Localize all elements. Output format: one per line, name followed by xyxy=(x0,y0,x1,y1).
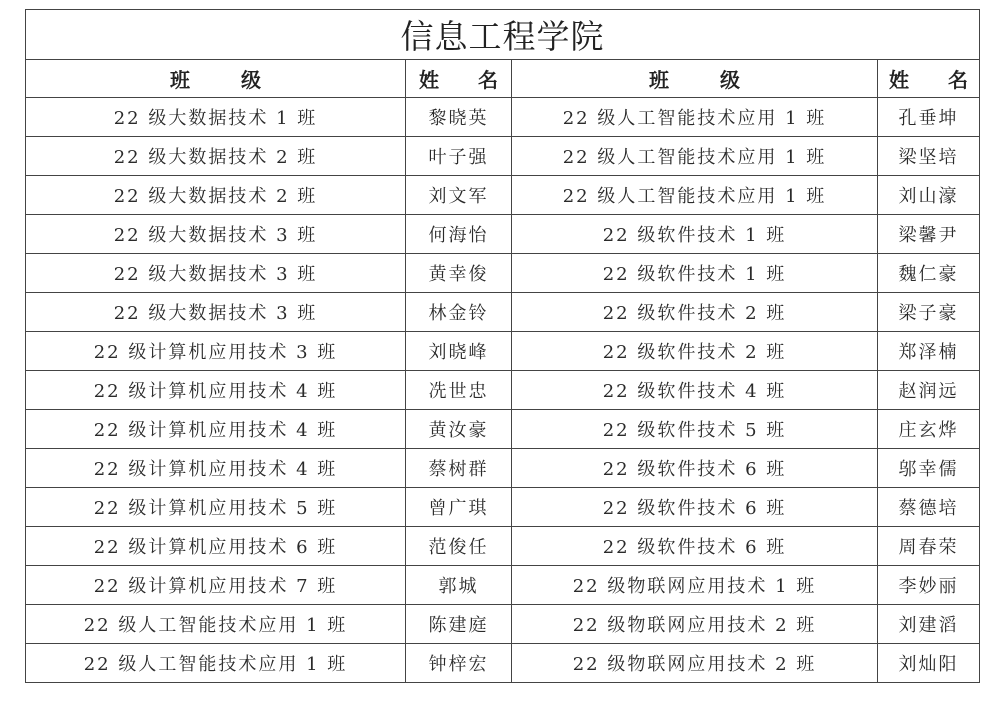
name-cell: 李妙丽 xyxy=(878,566,980,605)
table-row xyxy=(26,371,980,410)
class-cell: 22 级软件技术 6 班 xyxy=(512,488,878,527)
name-cell: 刘建滔 xyxy=(878,605,980,644)
class-cell: 22 级计算机应用技术 4 班 xyxy=(26,371,406,410)
column-header-name-left xyxy=(406,60,512,98)
column-header-class-left xyxy=(26,60,406,98)
name-cell: 何海怡 xyxy=(406,215,512,254)
roster-table xyxy=(25,9,984,683)
header-label: 姓 名 xyxy=(419,68,514,92)
table-row xyxy=(26,449,980,488)
class-cell: 22 级人工智能技术应用 1 班 xyxy=(512,176,878,215)
class-cell: 22 级计算机应用技术 4 班 xyxy=(26,410,406,449)
table-row xyxy=(26,527,980,566)
name-cell: 刘晓峰 xyxy=(406,332,512,371)
header-label: 姓 名 xyxy=(889,68,984,92)
class-cell: 22 级计算机应用技术 6 班 xyxy=(26,527,406,566)
name-cell: 刘文军 xyxy=(406,176,512,215)
name-cell: 范俊任 xyxy=(406,527,512,566)
name-cell: 陈建庭 xyxy=(406,605,512,644)
class-cell: 22 级软件技术 1 班 xyxy=(512,254,878,293)
class-cell: 22 级计算机应用技术 7 班 xyxy=(26,566,406,605)
name-cell: 周春荣 xyxy=(878,527,980,566)
class-cell: 22 级大数据技术 3 班 xyxy=(26,293,406,332)
class-cell: 22 级大数据技术 1 班 xyxy=(26,98,406,137)
name-cell: 郑泽楠 xyxy=(878,332,980,371)
class-cell: 22 级人工智能技术应用 1 班 xyxy=(26,644,406,683)
name-cell: 梁子豪 xyxy=(878,293,980,332)
class-cell: 22 级人工智能技术应用 1 班 xyxy=(512,98,878,137)
name-cell: 庄玄烨 xyxy=(878,410,980,449)
class-cell: 22 级软件技术 2 班 xyxy=(512,293,878,332)
class-cell: 22 级软件技术 4 班 xyxy=(512,371,878,410)
table-row xyxy=(26,410,980,449)
title-row xyxy=(26,10,980,60)
class-cell: 22 级物联网应用技术 2 班 xyxy=(512,605,878,644)
table-row xyxy=(26,644,980,683)
name-cell: 黄汝豪 xyxy=(406,410,512,449)
class-cell: 22 级物联网应用技术 2 班 xyxy=(512,644,878,683)
table-row xyxy=(26,566,980,605)
header-label: 班 级 xyxy=(649,68,762,92)
class-cell: 22 级物联网应用技术 1 班 xyxy=(512,566,878,605)
name-cell: 蔡树群 xyxy=(406,449,512,488)
page-title: 信息工程学院 xyxy=(26,10,980,60)
roster-sheet xyxy=(25,9,984,683)
class-cell: 22 级大数据技术 3 班 xyxy=(26,254,406,293)
table-row xyxy=(26,293,980,332)
class-cell: 22 级大数据技术 2 班 xyxy=(26,137,406,176)
table-row xyxy=(26,98,980,137)
table-row xyxy=(26,176,980,215)
class-cell: 22 级软件技术 6 班 xyxy=(512,449,878,488)
name-cell: 蔡德培 xyxy=(878,488,980,527)
table-row xyxy=(26,215,980,254)
table-row xyxy=(26,488,980,527)
class-cell: 22 级人工智能技术应用 1 班 xyxy=(26,605,406,644)
table-row xyxy=(26,332,980,371)
name-cell: 孔垂坤 xyxy=(878,98,980,137)
roster-body xyxy=(26,98,980,683)
class-cell: 22 级软件技术 5 班 xyxy=(512,410,878,449)
name-cell: 邬幸儒 xyxy=(878,449,980,488)
class-cell: 22 级大数据技术 3 班 xyxy=(26,215,406,254)
table-row xyxy=(26,137,980,176)
name-cell: 黎晓英 xyxy=(406,98,512,137)
name-cell: 钟梓宏 xyxy=(406,644,512,683)
class-cell: 22 级软件技术 2 班 xyxy=(512,332,878,371)
name-cell: 冼世忠 xyxy=(406,371,512,410)
name-cell: 梁馨尹 xyxy=(878,215,980,254)
class-cell: 22 级计算机应用技术 3 班 xyxy=(26,332,406,371)
name-cell: 魏仁豪 xyxy=(878,254,980,293)
name-cell: 刘山濠 xyxy=(878,176,980,215)
table-row xyxy=(26,605,980,644)
name-cell: 刘灿阳 xyxy=(878,644,980,683)
header-label: 班 级 xyxy=(170,68,283,92)
class-cell: 22 级人工智能技术应用 1 班 xyxy=(512,137,878,176)
class-cell: 22 级大数据技术 2 班 xyxy=(26,176,406,215)
name-cell: 梁坚培 xyxy=(878,137,980,176)
class-cell: 22 级软件技术 6 班 xyxy=(512,527,878,566)
name-cell: 曾广琪 xyxy=(406,488,512,527)
column-header-name-right xyxy=(878,60,984,98)
class-cell: 22 级计算机应用技术 5 班 xyxy=(26,488,406,527)
class-cell: 22 级软件技术 1 班 xyxy=(512,215,878,254)
column-header-class-right xyxy=(512,60,878,98)
table-row xyxy=(26,254,980,293)
name-cell: 叶子强 xyxy=(406,137,512,176)
name-cell: 黄幸俊 xyxy=(406,254,512,293)
name-cell: 赵润远 xyxy=(878,371,980,410)
name-cell: 郭城 xyxy=(406,566,512,605)
name-cell: 林金铃 xyxy=(406,293,512,332)
header-row xyxy=(26,60,980,98)
class-cell: 22 级计算机应用技术 4 班 xyxy=(26,449,406,488)
